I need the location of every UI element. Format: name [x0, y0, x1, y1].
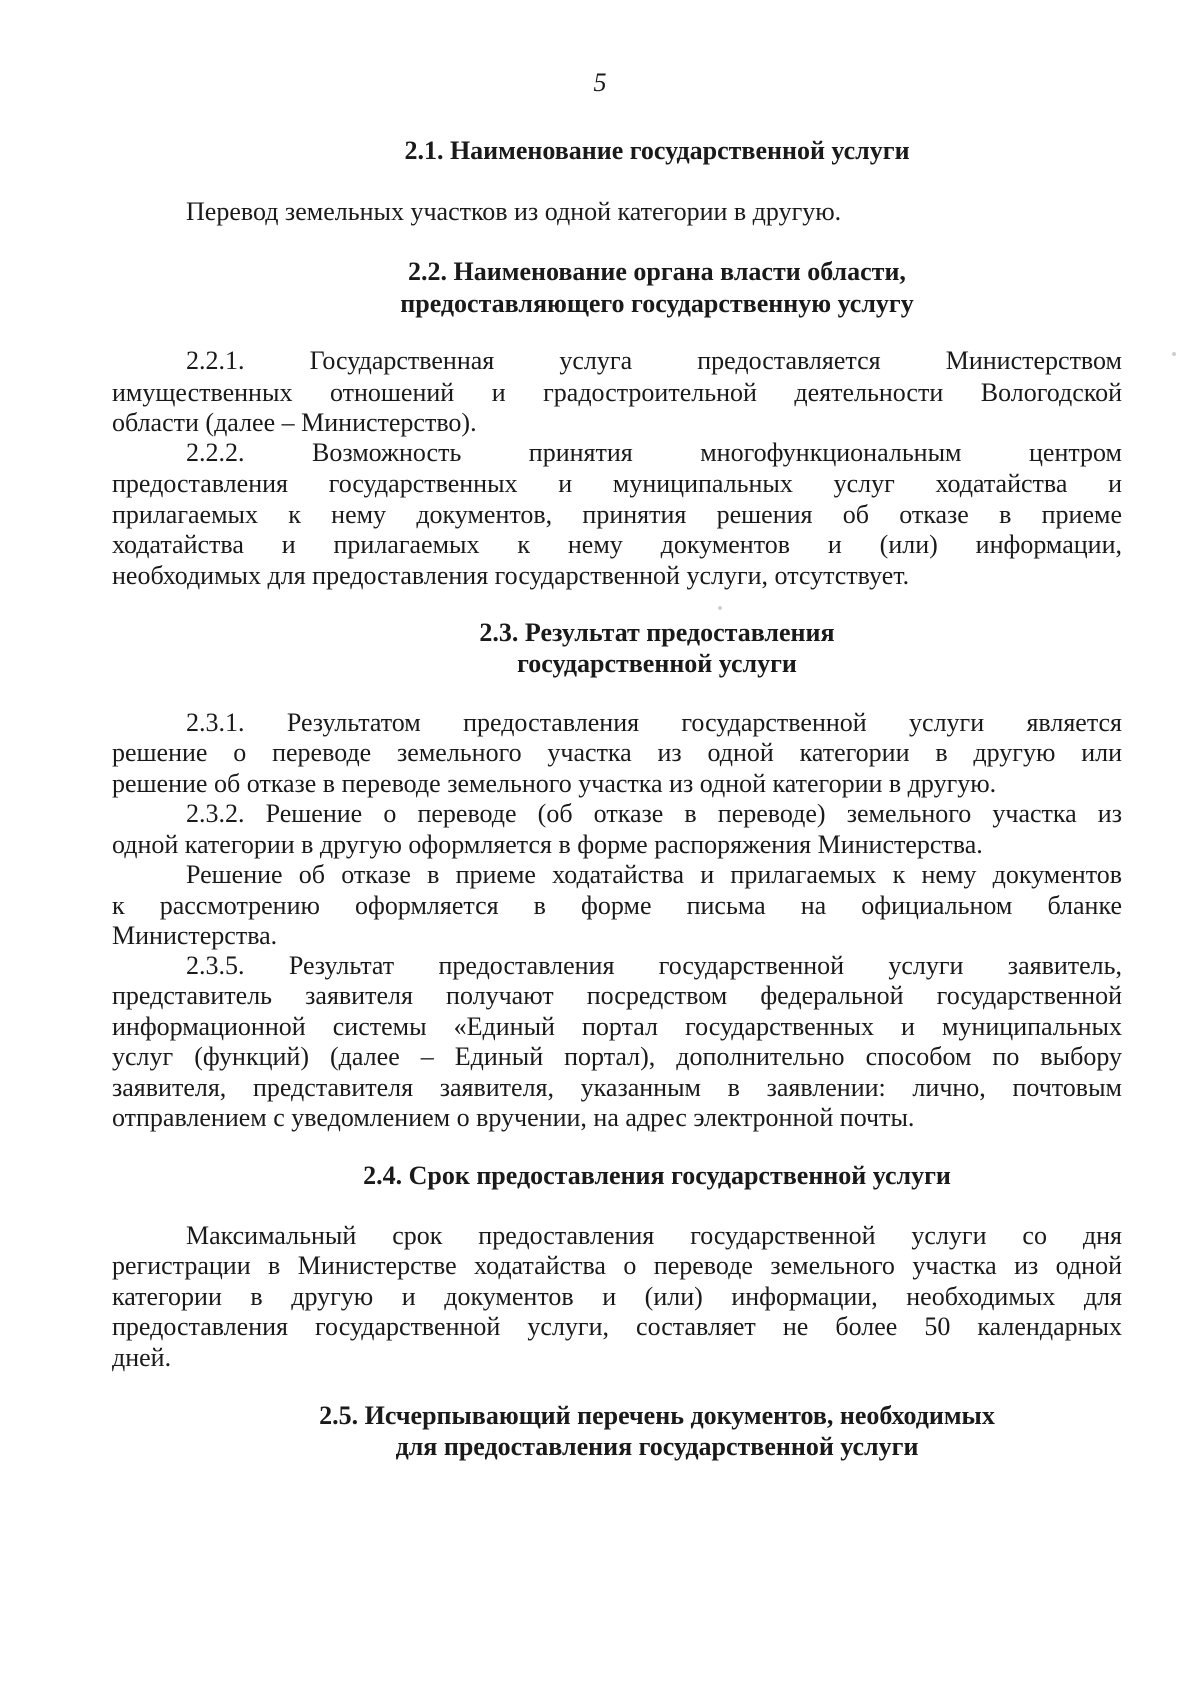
section-2-4-heading: 2.4. Срок предоставления государственной услуги [363, 1161, 951, 1190]
section-2-2-heading-line-2: предоставляющего государственную услугу [400, 289, 914, 318]
paragraph-line: услуг (функций) (далее – Единый портал), дополнительно способом по выбору [112, 1042, 1122, 1071]
paragraph-line: к рассмотрению оформляется в форме письма на официальном бланке [112, 891, 1122, 920]
paragraph-line: предоставления государственной услуги, составляет не более 50 календарных [112, 1312, 1122, 1341]
paragraph-line: области (далее – Министерство). [112, 408, 477, 437]
paragraph-line: Министерства. [112, 921, 278, 950]
paragraph-line: информационной системы «Единый портал государственных и муниципальных [112, 1012, 1122, 1041]
page-number: 5 [593, 68, 607, 97]
section-2-1-heading: 2.1. Наименование государственной услуги [404, 136, 910, 165]
paragraph-line: одной категории в другую оформляется в форме распоряжения Министерства. [112, 830, 983, 859]
paragraph-line: дней. [112, 1343, 172, 1372]
paragraph-line: прилагаемых к нему документов, принятия решения об отказе в приеме [112, 500, 1122, 529]
paragraph-line: 2.3.2. Решение о переводе (об отказе в переводе) земельного участка из [186, 799, 1122, 828]
paragraph-line: регистрации в Министерстве ходатайства о переводе земельного участка из одной [112, 1251, 1122, 1280]
paragraph-line: решение об отказе в переводе земельного участка из одной категории в другую. [112, 769, 997, 798]
paragraph-line: 2.2.2. Возможность принятия многофункциональным центром [186, 438, 1122, 467]
paragraph-line: представитель заявителя получают посредством федеральной государственной [112, 981, 1122, 1010]
paragraph-line: 2.3.5. Результат предоставления государственной услуги заявитель, [186, 951, 1122, 980]
scan-speck [718, 606, 722, 610]
section-2-2-heading-line-1: 2.2. Наименование органа власти области, [408, 257, 906, 286]
paragraph-line: 2.2.1. Государственная услуга предоставляется Министерством [186, 346, 1122, 375]
paragraph-line: предоставления государственных и муниципальных услуг ходатайства и [112, 469, 1122, 498]
paragraph-line: ходатайства и прилагаемых к нему документов и (или) информации, [112, 530, 1122, 559]
paragraph-line: заявителя, представителя заявителя, указанным в заявлении: лично, почтовым [112, 1073, 1122, 1102]
section-2-5-heading-line-2: для предоставления государственной услуги [395, 1432, 919, 1461]
scan-speck [1172, 352, 1176, 356]
paragraph-line: 2.3.1. Результатом предоставления государственной услуги является [186, 708, 1122, 737]
paragraph-line: Решение об отказе в приеме ходатайства и прилагаемых к нему документов [186, 860, 1122, 889]
section-2-5-heading-line-1: 2.5. Исчерпывающий перечень документов, необходимых [319, 1401, 995, 1430]
paragraph-line: необходимых для предоставления государственной услуги, отсутствует. [112, 561, 910, 590]
paragraph-line: Максимальный срок предоставления государственной услуги со дня [186, 1221, 1122, 1250]
section-2-3-heading-line-2: государственной услуги [517, 649, 797, 678]
paragraph-line: решение о переводе земельного участка из одной категории в другую или [112, 738, 1122, 767]
section-2-1-text: Перевод земельных участков из одной категории в другую. [186, 197, 842, 226]
paragraph-line: отправлением с уведомлением о вручении, на адрес электронной почты. [112, 1103, 915, 1132]
paragraph-line: категории в другую и документов и (или) информации, необходимых для [112, 1282, 1122, 1311]
paragraph-line: имущественных отношений и градостроительной деятельности Вологодской [112, 378, 1122, 407]
section-2-3-heading-line-1: 2.3. Результат предоставления [479, 618, 835, 647]
